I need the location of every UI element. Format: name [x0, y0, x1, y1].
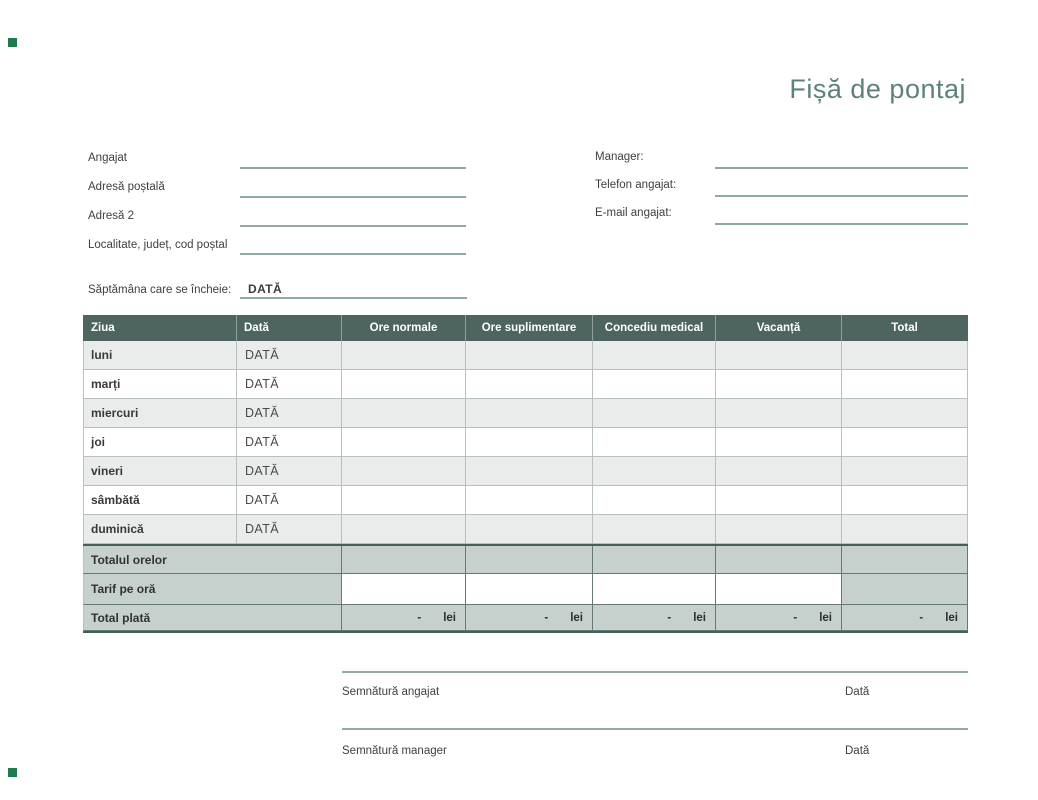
- day-name-cell: miercuri: [83, 399, 237, 428]
- pay-dash: -: [793, 611, 798, 624]
- total-hours-row: [83, 544, 968, 574]
- rate-input-cell[interactable]: [716, 574, 842, 605]
- pay-currency: lei: [570, 611, 583, 624]
- total-pay-cell: [716, 605, 842, 631]
- employee-signature-line[interactable]: [342, 671, 968, 673]
- label-adresa-postala: Adresă poștală: [88, 181, 165, 193]
- manager-input-line[interactable]: [715, 167, 968, 169]
- col-header-concediu-medical: Concediu medical: [593, 315, 716, 341]
- table-row-marti: [83, 370, 968, 399]
- hours-cell[interactable]: [342, 515, 466, 544]
- label-angajat: Angajat: [88, 152, 128, 164]
- hourly-rate-row: [83, 574, 968, 605]
- col-header-ore-suplimentare: Ore suplimentare: [466, 315, 593, 341]
- employee-signature-label: Semnătură angajat: [342, 686, 440, 698]
- col-header-total: Total: [842, 315, 968, 341]
- manager-signature-line[interactable]: [342, 728, 968, 730]
- hours-cell[interactable]: [716, 399, 842, 428]
- table-row-duminica: [83, 515, 968, 544]
- email-input-line[interactable]: [715, 223, 968, 225]
- date-cell[interactable]: DATĂ: [237, 341, 342, 370]
- total-hours-cell: [466, 546, 593, 574]
- col-header-data: Dată: [237, 315, 342, 341]
- rate-total-cell: [842, 574, 968, 605]
- hours-cell[interactable]: [342, 457, 466, 486]
- total-pay-cell: [842, 605, 968, 631]
- page-margin-marker-top: [8, 38, 17, 47]
- adresa-postala-input-line[interactable]: [240, 196, 466, 198]
- hours-cell[interactable]: [466, 457, 593, 486]
- hours-cell[interactable]: [716, 370, 842, 399]
- table-row-vineri: [83, 457, 968, 486]
- hours-cell[interactable]: [466, 341, 593, 370]
- label-manager: Manager:: [595, 151, 644, 163]
- total-pay-cell: [466, 605, 593, 631]
- hours-cell[interactable]: [593, 486, 716, 515]
- hours-cell[interactable]: [593, 515, 716, 544]
- hours-cell[interactable]: [342, 399, 466, 428]
- localitate-input-line[interactable]: [240, 253, 466, 255]
- rate-input-cell[interactable]: [466, 574, 593, 605]
- total-pay-row: [83, 605, 968, 633]
- date-cell[interactable]: DATĂ: [237, 486, 342, 515]
- hours-cell[interactable]: [466, 370, 593, 399]
- total-cell: [842, 457, 968, 486]
- date-cell[interactable]: DATĂ: [237, 457, 342, 486]
- table-row-joi: [83, 428, 968, 457]
- date-cell[interactable]: DATĂ: [237, 515, 342, 544]
- hours-cell[interactable]: [716, 515, 842, 544]
- hours-cell[interactable]: [342, 370, 466, 399]
- total-cell: [842, 428, 968, 457]
- angajat-input-line[interactable]: [240, 167, 466, 169]
- day-name-cell: vineri: [83, 457, 237, 486]
- hours-cell[interactable]: [466, 515, 593, 544]
- table-row-miercuri: [83, 399, 968, 428]
- pay-currency: lei: [945, 611, 958, 624]
- total-hours-cell: [842, 546, 968, 574]
- total-cell: [842, 515, 968, 544]
- hours-cell[interactable]: [593, 370, 716, 399]
- hours-cell[interactable]: [593, 341, 716, 370]
- hourly-rate-label: Tarif pe oră: [83, 574, 342, 605]
- pay-dash: -: [919, 611, 924, 624]
- hours-cell[interactable]: [716, 341, 842, 370]
- date-cell[interactable]: DATĂ: [237, 428, 342, 457]
- col-header-ore-normale: Ore normale: [342, 315, 466, 341]
- hours-cell[interactable]: [342, 341, 466, 370]
- day-name-cell: joi: [83, 428, 237, 457]
- hours-cell[interactable]: [593, 399, 716, 428]
- manager-signature-label: Semnătură manager: [342, 745, 447, 757]
- total-cell: [842, 341, 968, 370]
- hours-cell[interactable]: [593, 428, 716, 457]
- table-row-sambata: [83, 486, 968, 515]
- manager-signature-date-label: Dată: [845, 745, 870, 757]
- hours-cell[interactable]: [466, 486, 593, 515]
- pay-currency: lei: [693, 611, 706, 624]
- adresa-2-input-line[interactable]: [240, 225, 466, 227]
- total-hours-cell: [716, 546, 842, 574]
- hours-cell[interactable]: [466, 399, 593, 428]
- hours-cell[interactable]: [342, 486, 466, 515]
- pay-currency: lei: [443, 611, 456, 624]
- total-hours-cell: [593, 546, 716, 574]
- total-cell: [842, 399, 968, 428]
- total-hours-label: Totalul orelor: [83, 546, 342, 574]
- day-name-cell: marți: [83, 370, 237, 399]
- week-ending-value[interactable]: DATĂ: [248, 282, 283, 296]
- label-email-angajat: E-mail angajat:: [595, 207, 672, 219]
- total-pay-label: Total plată: [83, 605, 342, 631]
- rate-input-cell[interactable]: [342, 574, 466, 605]
- hours-cell[interactable]: [716, 486, 842, 515]
- label-week-ending: Săptămâna care se încheie:: [88, 284, 232, 296]
- hours-cell[interactable]: [342, 428, 466, 457]
- employee-signature-date-label: Dată: [845, 686, 870, 698]
- day-name-cell: duminică: [83, 515, 237, 544]
- timesheet-table: [83, 315, 968, 633]
- total-cell: [842, 486, 968, 515]
- week-ending-input-line[interactable]: [240, 297, 467, 299]
- hours-cell[interactable]: [716, 428, 842, 457]
- col-header-vacanta: Vacanță: [716, 315, 842, 341]
- hours-cell[interactable]: [593, 457, 716, 486]
- pay-dash: -: [417, 611, 422, 624]
- page-margin-marker-bottom: [8, 768, 17, 777]
- telefon-input-line[interactable]: [715, 195, 968, 197]
- pay-dash: -: [667, 611, 672, 624]
- total-cell: [842, 370, 968, 399]
- day-name-cell: sâmbătă: [83, 486, 237, 515]
- label-adresa-2: Adresă 2: [88, 210, 135, 222]
- hours-cell[interactable]: [466, 428, 593, 457]
- day-name-cell: luni: [83, 341, 237, 370]
- date-cell[interactable]: DATĂ: [237, 399, 342, 428]
- page-title: Fișă de pontaj: [789, 74, 966, 104]
- date-cell[interactable]: DATĂ: [237, 370, 342, 399]
- label-localitate: Localitate, județ, cod poștal: [88, 239, 228, 251]
- pay-currency: lei: [819, 611, 832, 624]
- label-telefon-angajat: Telefon angajat:: [595, 179, 677, 191]
- table-header-row: [83, 315, 968, 341]
- pay-dash: -: [544, 611, 549, 624]
- rate-input-cell[interactable]: [593, 574, 716, 605]
- total-hours-cell: [342, 546, 466, 574]
- total-pay-cell: [593, 605, 716, 631]
- hours-cell[interactable]: [716, 457, 842, 486]
- total-pay-cell: [342, 605, 466, 631]
- col-header-ziua: Ziua: [83, 315, 237, 341]
- table-row-luni: [83, 341, 968, 370]
